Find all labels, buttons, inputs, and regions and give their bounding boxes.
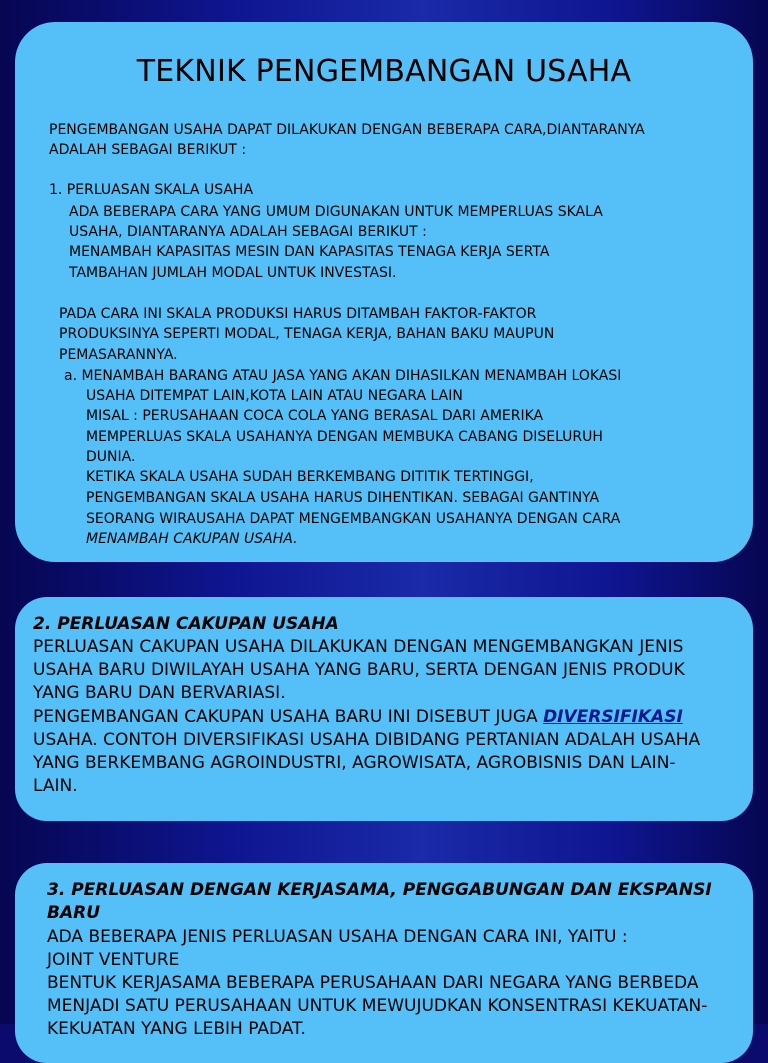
sub-item-text: USAHA DITEMPAT LAIN,KOTA LAIN ATAU NEGARA LAIN	[86, 388, 463, 404]
sub-item-italic: MENAMBAH CAKUPAN USAHA.	[86, 531, 298, 547]
section-heading: 2. PERLUASAN CAKUPAN USAHA	[33, 614, 339, 634]
section-text: YANG BARU DAN BERVARIASI.	[33, 683, 286, 703]
section-text: JOINT VENTURE	[47, 950, 180, 970]
slide-title: TEKNIK PENGEMBANGAN USAHA	[136, 54, 632, 89]
paragraph-text: PEMASARANNYA.	[59, 347, 178, 363]
section-text: PERLUASAN CAKUPAN USAHA DILAKUKAN DENGAN MENGEMBANGKAN JENIS	[33, 637, 684, 657]
section-text: YANG BERKEMBANG AGROINDUSTRI, AGROWISATA, AGROBISNIS DAN LAIN-	[33, 753, 676, 773]
sub-item-text: KETIKA SKALA USAHA SUDAH BERKEMBANG DITITIK TERTINGGI,	[86, 469, 534, 485]
intro-text: ADALAH SEBAGAI BERIKUT :	[49, 142, 247, 158]
item-heading: 1. PERLUASAN SKALA USAHA	[49, 182, 254, 198]
sub-item-text: DUNIA.	[86, 449, 136, 465]
section-heading: 3. PERLUASAN DENGAN KERJASAMA, PENGGABUNGAN DAN EKSPANSI	[47, 880, 712, 900]
item-text: TAMBAHAN JUMLAH MODAL UNTUK INVESTASI.	[69, 265, 397, 281]
section-text: KEKUATAN YANG LEBIH PADAT.	[47, 1019, 306, 1039]
sub-item-text: SEORANG WIRAUSAHA DAPAT MENGEMBANGKAN USAHANYA DENGAN CARA	[86, 511, 621, 527]
section-text: BENTUK KERJASAMA BEBERAPA PERUSAHAAN DARI NEGARA YANG BERBEDA	[47, 973, 699, 993]
section-heading: BARU	[47, 903, 101, 923]
section-text	[33, 706, 683, 729]
intro-text: PENGEMBANGAN USAHA DAPAT DILAKUKAN DENGAN BEBERAPA CARA,DIANTARANYA	[49, 122, 645, 138]
paragraph-text: PADA CARA INI SKALA PRODUKSI HARUS DITAMBAH FAKTOR-FAKTOR	[59, 306, 537, 322]
diversifikasi-emphasis: DIVERSIFIKASI	[543, 707, 683, 727]
section-text: LAIN.	[33, 776, 78, 796]
section-text: USAHA BARU DIWILAYAH USAHA YANG BARU, SERTA DENGAN JENIS PRODUK	[33, 660, 685, 680]
section-text-prefix: PENGEMBANGAN CAKUPAN USAHA BARU INI DISEBUT JUGA	[33, 707, 544, 727]
sub-item-text: a. MENAMBAH BARANG ATAU JASA YANG AKAN DIHASILKAN MENAMBAH LOKASI	[64, 368, 622, 384]
item-text: ADA BEBERAPA CARA YANG UMUM DIGUNAKAN UNTUK MEMPERLUAS SKALA	[69, 204, 603, 220]
section-text: MENJADI SATU PERUSAHAAN UNTUK MEWUJUDKAN KONSENTRASI KEKUATAN-	[47, 996, 708, 1016]
section-text: ADA BEBERAPA JENIS PERLUASAN USAHA DENGAN CARA INI, YAITU :	[47, 927, 628, 947]
sub-item-text: MISAL : PERUSAHAAN COCA COLA YANG BERASAL DARI AMERIKA	[86, 408, 544, 424]
paragraph-text: PRODUKSINYA SEPERTI MODAL, TENAGA KERJA, BAHAN BAKU MAUPUN	[59, 326, 555, 342]
sub-item-text: PENGEMBANGAN SKALA USAHA HARUS DIHENTIKAN. SEBAGAI GANTINYA	[86, 490, 600, 506]
section-text: USAHA. CONTOH DIVERSIFIKASI USAHA DIBIDANG PERTANIAN ADALAH USAHA	[33, 730, 701, 750]
item-text: MENAMBAH KAPASITAS MESIN DAN KAPASITAS TENAGA KERJA SERTA	[69, 244, 550, 260]
sub-item-text: MEMPERLUAS SKALA USAHANYA DENGAN MEMBUKA CABANG DISELURUH	[86, 429, 603, 445]
item-text: USAHA, DIANTARANYA ADALAH SEBAGAI BERIKUT :	[69, 224, 427, 240]
